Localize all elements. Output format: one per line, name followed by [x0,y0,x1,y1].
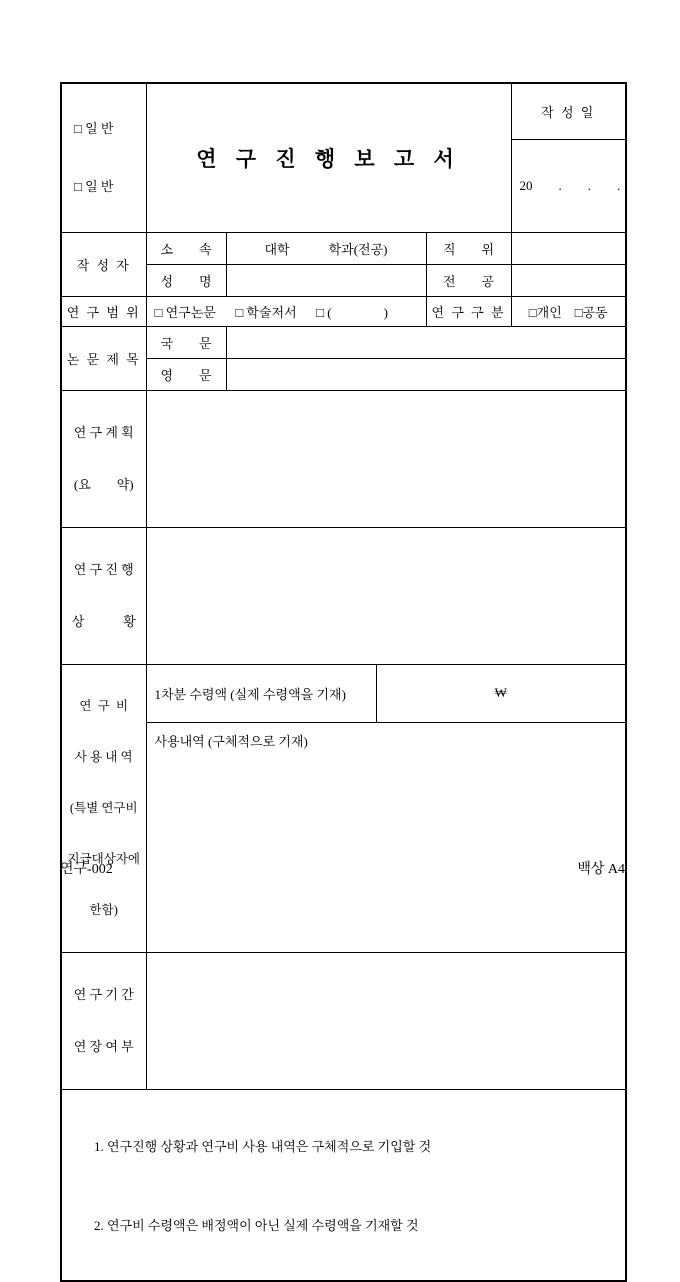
report-type-option-1[interactable]: □ 일 반 [74,121,114,136]
expenses-section-label: 연 구 비 사 용 내 역 (특별 연구비 지급대상자에 한함) [61,665,146,953]
plan-field[interactable] [146,391,626,528]
paper-size-label: 백상 A4 [577,862,625,877]
division-options[interactable]: □개인 □공동 [511,297,626,327]
payment-amount-field[interactable]: ₩ [376,665,626,723]
usage-detail-field[interactable]: 사용내역 (구체적으로 기재) [146,722,626,952]
division-section-label: 연 구 구 분 [426,297,511,327]
progress-section-label: 연 구 진 행 상 황 [61,528,146,665]
plan-section-label: 연 구 계 획 (요 약) [61,391,146,528]
affiliation-label: 소 속 [146,233,226,265]
first-payment-label: 1차분 수령액 (실제 수령액을 기재) [146,665,376,723]
english-title-label: 영 문 [146,359,226,391]
date-label: 작 성 일 [511,83,626,139]
form-title: 연 구 진 행 보 고 서 [146,83,511,233]
thesis-title-section-label: 논 문 제 목 [61,327,146,391]
position-label: 직 위 [426,233,511,265]
major-label: 전 공 [426,265,511,297]
report-type-cell [61,83,146,233]
author-section-label: 작 성 자 [61,233,146,297]
progress-field[interactable] [146,528,626,665]
english-title-field[interactable] [226,359,626,391]
report-form-table [60,82,627,1282]
note-line-1: 1. 연구진행 상황과 연구비 사용 내역은 구체적으로 기입할 것 [94,1139,432,1154]
name-value-field[interactable] [226,265,426,297]
extension-field[interactable] [146,953,626,1090]
date-value-field[interactable]: 20 . . . [511,139,626,232]
major-value-field[interactable] [511,265,626,297]
form-number: 연구-002 [60,862,113,877]
korean-title-label: 국 문 [146,327,226,359]
extension-section-label: 연 구 기 간 연 장 여 부 [61,953,146,1090]
position-value-field[interactable] [511,233,626,265]
notes-cell [61,1090,626,1282]
name-label: 성 명 [146,265,226,297]
note-line-2: 2. 연구비 수령액은 배정액이 아닌 실제 수령액을 기재할 것 [94,1218,419,1233]
scope-options[interactable]: □ 연구논문 □ 학술저서 □ ( ) [146,297,426,327]
affiliation-value-field[interactable]: 대학 학과(전공) [226,233,426,265]
scope-section-label: 연 구 범 위 [61,297,146,327]
korean-title-field[interactable] [226,327,626,359]
report-type-option-2[interactable]: □ 일 반 [74,179,114,194]
